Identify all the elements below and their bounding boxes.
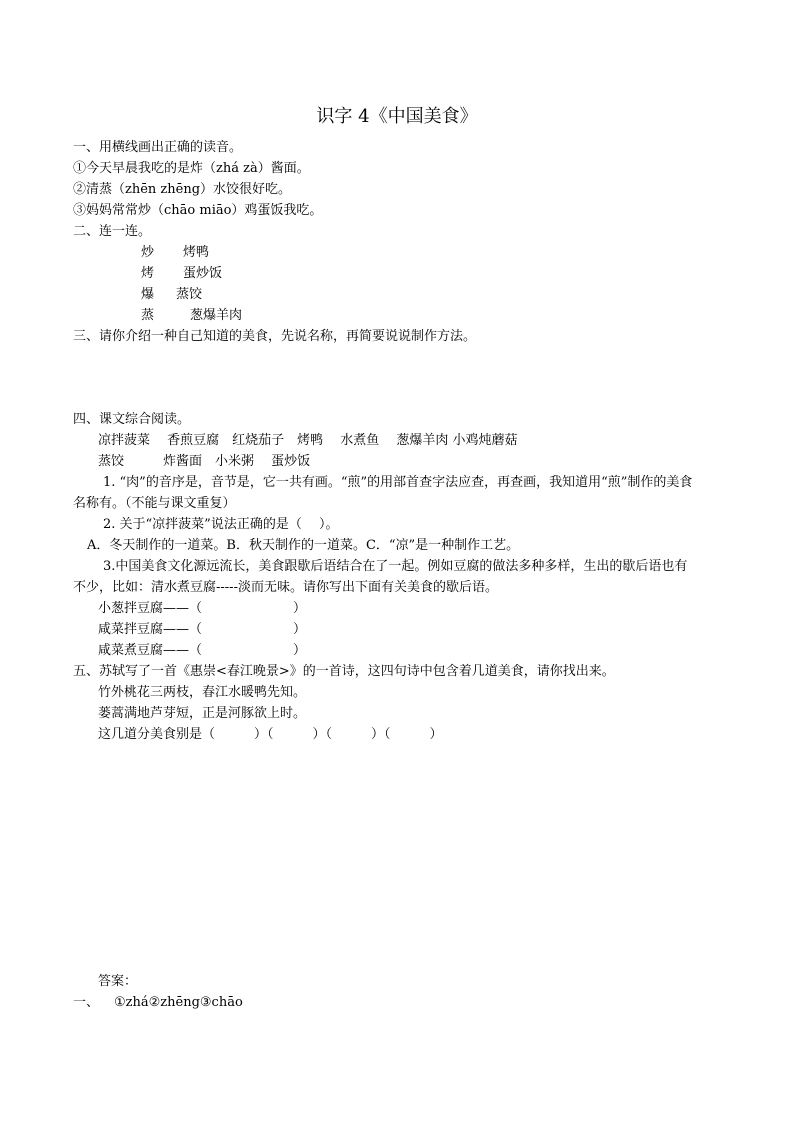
answers-section-number: 一、 [73, 995, 100, 1010]
section1-item-1: ①今天早晨我吃的是炸（zhá zà）酱面。 [73, 161, 310, 176]
answers-content: ①zhá②zhēng③chāo [114, 995, 243, 1010]
match-left-3: 爆 [141, 287, 155, 302]
match-left-2: 烤 [141, 266, 155, 281]
match-right-4: 葱爆羊肉 [190, 308, 243, 323]
xiehouyu-item-1: 小葱拌豆腐——（ ） [98, 601, 307, 616]
section1-heading: 一、用横线画出正确的读音。 [73, 140, 243, 155]
match-left-4: 蒸 [141, 308, 155, 323]
question-3-line-1: 3.中国美食文化源远流长，美食跟歇后语结合在了一起。例如豆腐的做法多种多样，生出的歇后语也有 [103, 559, 688, 574]
answers-label: 答案： [98, 974, 138, 989]
poem-line-2: 蒌蒿满地芦芽短，正是河豚欲上时。 [98, 706, 307, 721]
question-2: 2. 关于“凉拌菠菜”说法正确的是（ ）。 [103, 517, 339, 532]
page-title: 识字 4《中国美食》 [316, 106, 478, 127]
match-right-2: 蛋炒饭 [183, 266, 223, 281]
section1-item-2: ②清蒸（zhēn zhēng）水饺很好吃。 [73, 182, 292, 197]
section5-heading: 五、苏轼写了一首《惠崇<春江晚景>》的一首诗，这四句诗中包含着几道美食，请你找出来。 [73, 664, 615, 679]
question-2-options: A．冬天制作的一道菜。B．秋天制作的一道菜。C．“凉”是一种制作工艺。 [87, 538, 520, 553]
poem-line-1: 竹外桃花三两枝，春江水暖鸭先知。 [98, 685, 307, 700]
section3-heading: 三、请你介绍一种自己知道的美食，先说名称，再简要说说制作方法。 [73, 329, 477, 344]
xiehouyu-item-2: 咸菜拌豆腐——（ ） [98, 622, 307, 637]
food-answer-line: 这几道分美食别是（ ）（ ）（ ）（ ） [98, 727, 443, 742]
question-1-line-2: 名称有。（不能与课文重复） [73, 496, 236, 511]
match-right-3: 蒸饺 [176, 287, 203, 302]
section1-item-3: ③妈妈常常炒（chāo miāo）鸡蛋饭我吃。 [73, 203, 323, 218]
section4-heading: 四、课文综合阅读。 [73, 412, 191, 427]
foods-row-2: 蒸饺 炸酱面 小米粥 蛋炒饭 [98, 454, 311, 469]
question-3-line-2: 不少，比如：清水煮豆腐-----淡而无味。请你写出下面有关美食的歇后语。 [73, 580, 498, 595]
match-right-1: 烤鸭 [183, 245, 210, 260]
section2-heading: 二、连一连。 [73, 224, 152, 239]
match-left-1: 炒 [141, 245, 155, 260]
foods-row-1: 凉拌菠菜 香煎豆腐 红烧茄子 烤鸭 水煮鱼 葱爆羊肉 小鸡炖蘑菇 [98, 433, 518, 448]
xiehouyu-item-3: 咸菜煮豆腐——（ ） [98, 643, 307, 658]
question-1-line-1: 1. “肉”的音序是，音节是，它一共有画。“煎”的用部首查字法应查，再查画，我知道用“煎”制作的美食 [103, 475, 693, 490]
